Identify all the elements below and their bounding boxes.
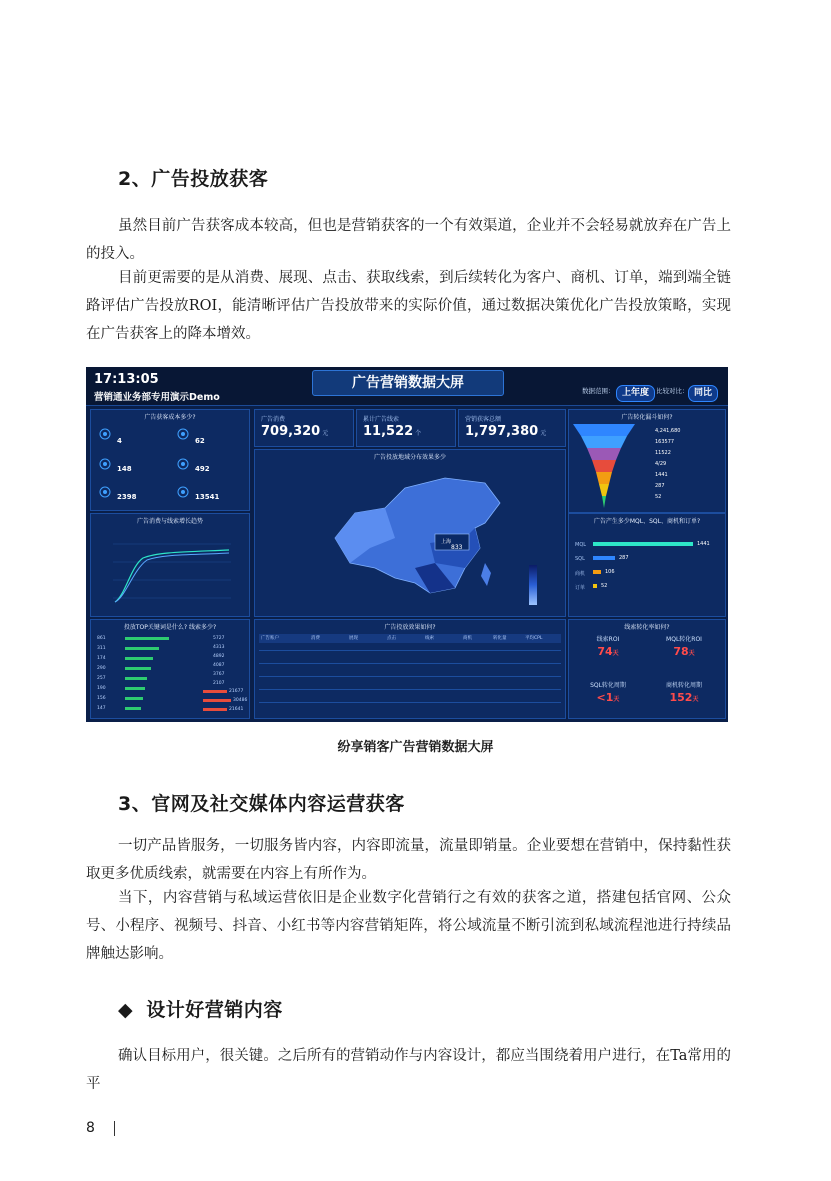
- mql-bar: [593, 542, 693, 546]
- roi-panel: [568, 619, 726, 719]
- table-header-cell: 点击: [387, 636, 396, 641]
- bar-value: 1441: [697, 541, 710, 547]
- funnel-value: 1441: [655, 472, 668, 478]
- sub-heading: [118, 995, 283, 1022]
- period-label: 数据范围：: [582, 387, 615, 395]
- period-button[interactable]: 上年度: [616, 385, 655, 402]
- target-icon: [99, 486, 111, 498]
- mql-panel: [568, 513, 726, 617]
- keyword-right-value: 4313: [213, 645, 225, 650]
- target-icon: [99, 428, 111, 440]
- funnel-chart: [573, 424, 635, 508]
- table-header-cell: 线索: [425, 636, 434, 641]
- funnel-value: 4/29: [655, 461, 667, 467]
- kpi-value: 1,797,380 元: [465, 424, 547, 439]
- stat-value: 2398: [117, 493, 137, 501]
- panel-title: 广告获客成本多少?: [144, 414, 196, 421]
- table-header-cell: 转化量: [493, 636, 507, 641]
- map-legend: [529, 565, 537, 605]
- map-panel: [254, 449, 566, 617]
- section-heading: 3、官网及社交媒体内容运营获客: [118, 793, 405, 815]
- stat-value: 492: [195, 465, 210, 473]
- table-header-cell: 商机: [463, 636, 472, 641]
- paragraph: 目前更需要的是从消费、展现、点击、获取线索，到后续转化为客户、商机、订单，端到端全链路评估广告投放ROI，能清晰评估广告投放带来的实际价值，通过数据决策优化广告投放策略，实现在广告获客上的降本增效。: [86, 270, 731, 342]
- roi-label: 商机转化周期: [665, 682, 702, 689]
- panel-title: 广告产生多少MQL、SQL、商机和订单?: [593, 518, 701, 525]
- roi-value: 78天: [673, 645, 695, 658]
- diamond-icon: ◆: [118, 999, 134, 1021]
- dashboard-title: 广告营销数据大屏: [312, 370, 504, 396]
- keyword-value: 174: [97, 656, 106, 661]
- panel-title: 广告转化漏斗如何?: [621, 414, 673, 421]
- panel-title: 线索转化率如何?: [624, 624, 670, 631]
- compare-button[interactable]: 同比: [688, 385, 718, 402]
- panel-title: 广告消费与线索增长趋势: [136, 518, 203, 525]
- target-icon: [177, 486, 189, 498]
- mql-bar: [593, 556, 615, 560]
- keyword-right-value: 21641: [229, 707, 244, 712]
- funnel-value: 287: [655, 483, 665, 489]
- demo-title: 营销通业务部专用演示Demo: [94, 392, 220, 403]
- stat-value: 4: [117, 437, 122, 445]
- section-heading: 2、广告投放获客: [118, 168, 269, 190]
- roi-label: SQL转化周期: [590, 682, 626, 689]
- china-map-icon: [315, 468, 515, 608]
- kpi-label: 营销获客总额: [465, 416, 502, 423]
- roi-label: MQL转化ROI: [666, 636, 702, 643]
- trend-panel: [90, 513, 250, 617]
- table-header-cell: 平均CPL: [525, 636, 543, 641]
- compare-label: 比较对比：: [656, 387, 689, 395]
- ad-table-panel: [254, 619, 566, 719]
- keyword-value: 257: [97, 676, 106, 681]
- paragraph: 当下，内容营销与私域运营依旧是企业数字化营销行之有效的获客之道，搭建包括官网、公众号、小程序、视频号、抖音、小红书等内容营销矩阵，将公域流量不断引流到私域流程池进行持续品牌触达影响。: [86, 890, 731, 962]
- table-header: [259, 634, 561, 643]
- paragraph: 确认目标用户，很关键。之后所有的营销动作与内容设计，都应当围绕着用户进行，在Ta常用的平: [86, 1048, 731, 1092]
- kpi-card: [254, 409, 354, 447]
- keyword-value: 156: [97, 696, 106, 701]
- table-header-cell: 消费: [311, 636, 320, 641]
- funnel-value: 163577: [655, 439, 675, 445]
- clock: 17:13:05: [94, 372, 159, 387]
- mql-bar: [593, 570, 601, 574]
- table-header-cell: 展现: [349, 636, 358, 641]
- kpi-card: [458, 409, 566, 447]
- kpi-label: 广告消费: [261, 416, 286, 423]
- keyword-value: 147: [97, 706, 106, 711]
- kpi-value: 11,522 个: [363, 424, 422, 439]
- funnel-value: 4,241,680: [655, 428, 681, 434]
- page-number: 8: [86, 1120, 95, 1136]
- panel-title: 投放TOP关键词是什么? 线索多少?: [123, 624, 217, 631]
- kpi-label: 累计广告线索: [363, 416, 400, 423]
- panel-title: 广告投放地域分布效果多少: [373, 454, 446, 461]
- bar-label: 商机: [575, 571, 586, 577]
- sub-heading-text: 设计好营销内容: [146, 999, 283, 1021]
- bar-label: MQL: [575, 542, 587, 548]
- stat-value: 62: [195, 437, 205, 445]
- keyword-value: 290: [97, 666, 106, 671]
- keyword-value: 190: [97, 686, 106, 691]
- cost-panel: [90, 409, 250, 511]
- target-icon: [99, 458, 111, 470]
- bar-label: SQL: [575, 556, 585, 562]
- keyword-right-value: 4087: [213, 663, 225, 668]
- keyword-right-value: 4892: [213, 654, 225, 659]
- table-header-cell: 广告账户: [261, 636, 279, 641]
- kpi-card: [356, 409, 456, 447]
- keyword-right-value: 5727: [213, 636, 225, 641]
- stat-value: 13541: [195, 493, 220, 501]
- map-tooltip-value: 833: [451, 544, 463, 551]
- keyword-right-value: 2107: [213, 681, 225, 686]
- keyword-value: 861: [97, 636, 106, 641]
- roi-value: 74天: [597, 645, 619, 658]
- target-icon: [177, 458, 189, 470]
- funnel-value: 11522: [655, 450, 671, 456]
- keyword-right-value: 30486: [233, 698, 248, 703]
- map-tooltip-label: 上海: [441, 539, 452, 545]
- keyword-panel: [90, 619, 250, 719]
- kpi-value: 709,320 元: [261, 424, 329, 439]
- page-divider: [114, 1121, 115, 1136]
- bar-value: 287: [619, 555, 629, 561]
- trend-chart: [113, 534, 231, 608]
- keyword-value: 311: [97, 646, 106, 651]
- bar-value: 106: [605, 569, 615, 575]
- paragraph: 一切产品皆服务，一切服务皆内容，内容即流量，流量即销量。企业要想在营销中，保持黏性获取更多优质线索，就需要在内容上有所作为。: [86, 838, 731, 882]
- roi-label: 线索ROI: [596, 636, 620, 643]
- keyword-right-value: 21677: [229, 689, 244, 694]
- target-icon: [177, 428, 189, 440]
- bar-value: 52: [601, 583, 608, 589]
- funnel-panel: [568, 409, 726, 513]
- bar-label: 订单: [575, 585, 586, 591]
- paragraph: 虽然目前广告获客成本较高，但也是营销获客的一个有效渠道，企业并不会轻易就放弃在广告上的投入。: [86, 218, 731, 262]
- roi-value: 152天: [669, 691, 699, 704]
- figure-caption: 纷享销客广告营销数据大屏: [337, 740, 494, 755]
- funnel-value: 52: [655, 494, 662, 500]
- roi-value: <1天: [596, 691, 620, 704]
- panel-title: 广告投放效果如何?: [384, 624, 436, 631]
- dashboard-image: [86, 367, 728, 722]
- dashboard-header: [86, 367, 728, 406]
- stat-value: 148: [117, 465, 132, 473]
- mql-bar: [593, 584, 597, 588]
- keyword-right-value: 3767: [213, 672, 225, 677]
